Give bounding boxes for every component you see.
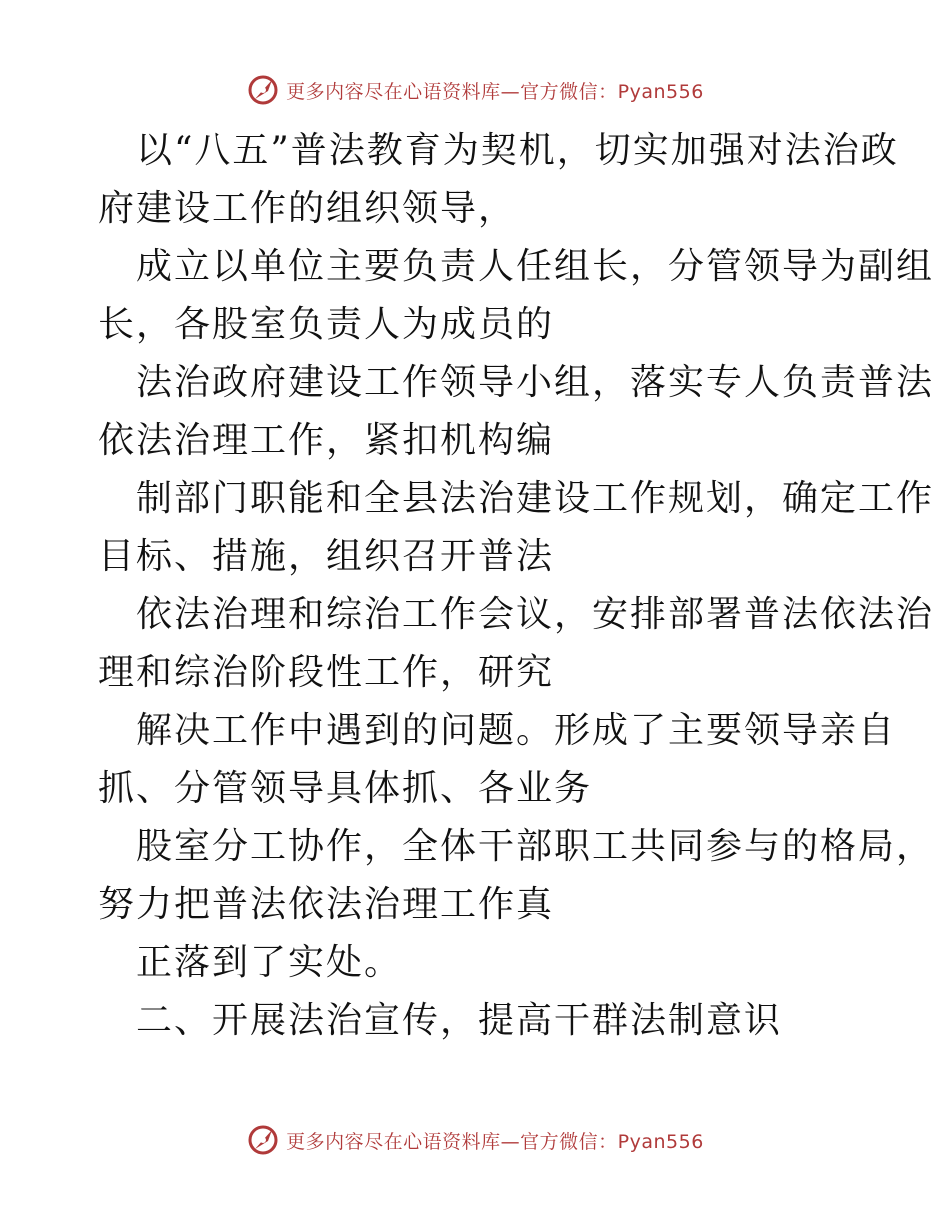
paragraph-line: 成立以单位主要负责人任组长，分管领导为副组 — [136, 246, 935, 287]
watermark-banner-top — [0, 70, 950, 110]
paragraph-line: 制部门职能和全县法治建设工作规划，确定工作 — [136, 478, 935, 519]
paragraph-line: 法治政府建设工作领导小组，落实专人负责普法 — [136, 362, 935, 403]
paragraph-line: 正落到了实处。 — [136, 942, 403, 983]
paragraph-line: 依法治理和综治工作会议，安排部署普法依法治 — [136, 594, 935, 635]
paragraph-line: 股室分工协作，全体干部职工共同参与的格局， — [136, 826, 935, 867]
watermark-text: 更多内容尽在心语资料库—官方微信：Pyan556 — [286, 1130, 704, 1153]
paragraph-line: 府建设工作的组织领导， — [98, 188, 517, 229]
quill-logo-icon — [246, 1123, 280, 1157]
paragraph-line: 长，各股室负责人为成员的 — [98, 304, 555, 345]
document-body — [98, 122, 935, 1050]
watermark-text: 更多内容尽在心语资料库—官方微信：Pyan556 — [286, 80, 704, 103]
paragraph-line: 依法治理工作，紧扣机构编 — [98, 420, 555, 461]
paragraph-line: 理和综治阶段性工作，研究 — [98, 652, 555, 693]
paragraph-line: 以“八五”普法教育为契机，切实加强对法治政 — [136, 130, 899, 171]
watermark-banner-bottom — [0, 1120, 950, 1160]
quill-logo-icon — [246, 73, 280, 107]
paragraph-line: 目标、措施，组织召开普法 — [98, 536, 555, 577]
paragraph-line: 抓、分管领导具体抓、各业务 — [98, 768, 593, 809]
section-heading: 二、开展法治宣传，提高干群法制意识 — [136, 1000, 783, 1041]
paragraph-line: 努力把普法依法治理工作真 — [98, 884, 555, 925]
paragraph-line: 解决工作中遇到的问题。形成了主要领导亲自 — [136, 710, 897, 751]
